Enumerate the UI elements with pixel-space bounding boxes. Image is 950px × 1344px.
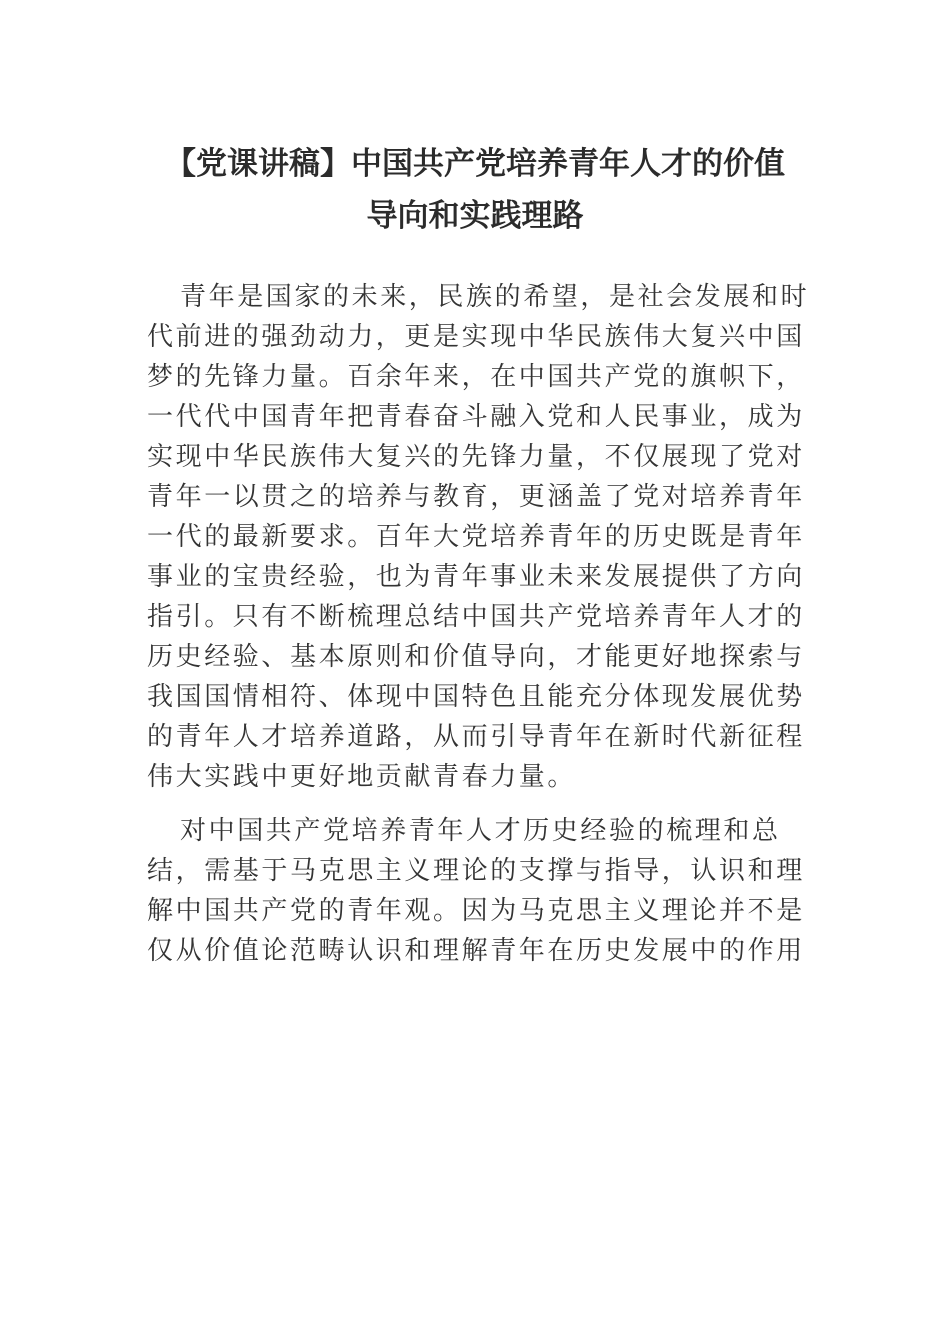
- paragraph-line: 我国国情相符、体现中国特色且能充分体现发展优势: [147, 682, 805, 712]
- paragraph-1: [147, 277, 810, 797]
- paragraph-line: 指引。只有不断梳理总结中国共产党培养青年人才的: [147, 602, 805, 632]
- paragraph-line: 青年一以贯之的培养与教育，更涵盖了党对培养青年: [147, 482, 805, 512]
- document-body: [147, 277, 810, 985]
- paragraph-line: 实现中华民族伟大复兴的先锋力量，不仅展现了党对: [147, 442, 805, 472]
- paragraph-line: 对中国共产党培养青年人才历史经验的梳理和总: [180, 816, 781, 846]
- paragraph-line: 青年是国家的未来，民族的希望，是社会发展和时: [180, 282, 810, 312]
- title-line-2: 导向和实践理路: [366, 198, 584, 234]
- paragraph-line: 梦的先锋力量。百余年来，在中国共产党的旗帜下，: [147, 362, 805, 392]
- paragraph-line: 代前进的强劲动力，更是实现中华民族伟大复兴中国: [147, 322, 805, 352]
- paragraph-line: 仅从价值论范畴认识和理解青年在历史发展中的作用: [147, 936, 805, 966]
- paragraph-line: 伟大实践中更好地贡献青春力量。: [147, 762, 577, 792]
- paragraph-line: 结，需基于马克思主义理论的支撑与指导，认识和理: [147, 856, 805, 886]
- title-line-1: 【党课讲稿】中国共产党培养青年人才的价值: [165, 146, 785, 182]
- paragraph-2: [147, 811, 807, 971]
- paragraph-line: 历史经验、基本原则和价值导向，才能更好地探索与: [147, 642, 805, 672]
- paragraph-line: 一代代中国青年把青春奋斗融入党和人民事业，成为: [147, 402, 805, 432]
- document-title: [140, 138, 810, 242]
- paragraph-line: 一代的最新要求。百年大党培养青年的历史既是青年: [147, 522, 805, 552]
- paragraph-line: 解中国共产党的青年观。因为马克思主义理论并不是: [147, 896, 805, 926]
- paragraph-line: 的青年人才培养道路，从而引导青年在新时代新征程: [147, 722, 805, 752]
- paragraph-line: 事业的宝贵经验，也为青年事业未来发展提供了方向: [147, 562, 805, 592]
